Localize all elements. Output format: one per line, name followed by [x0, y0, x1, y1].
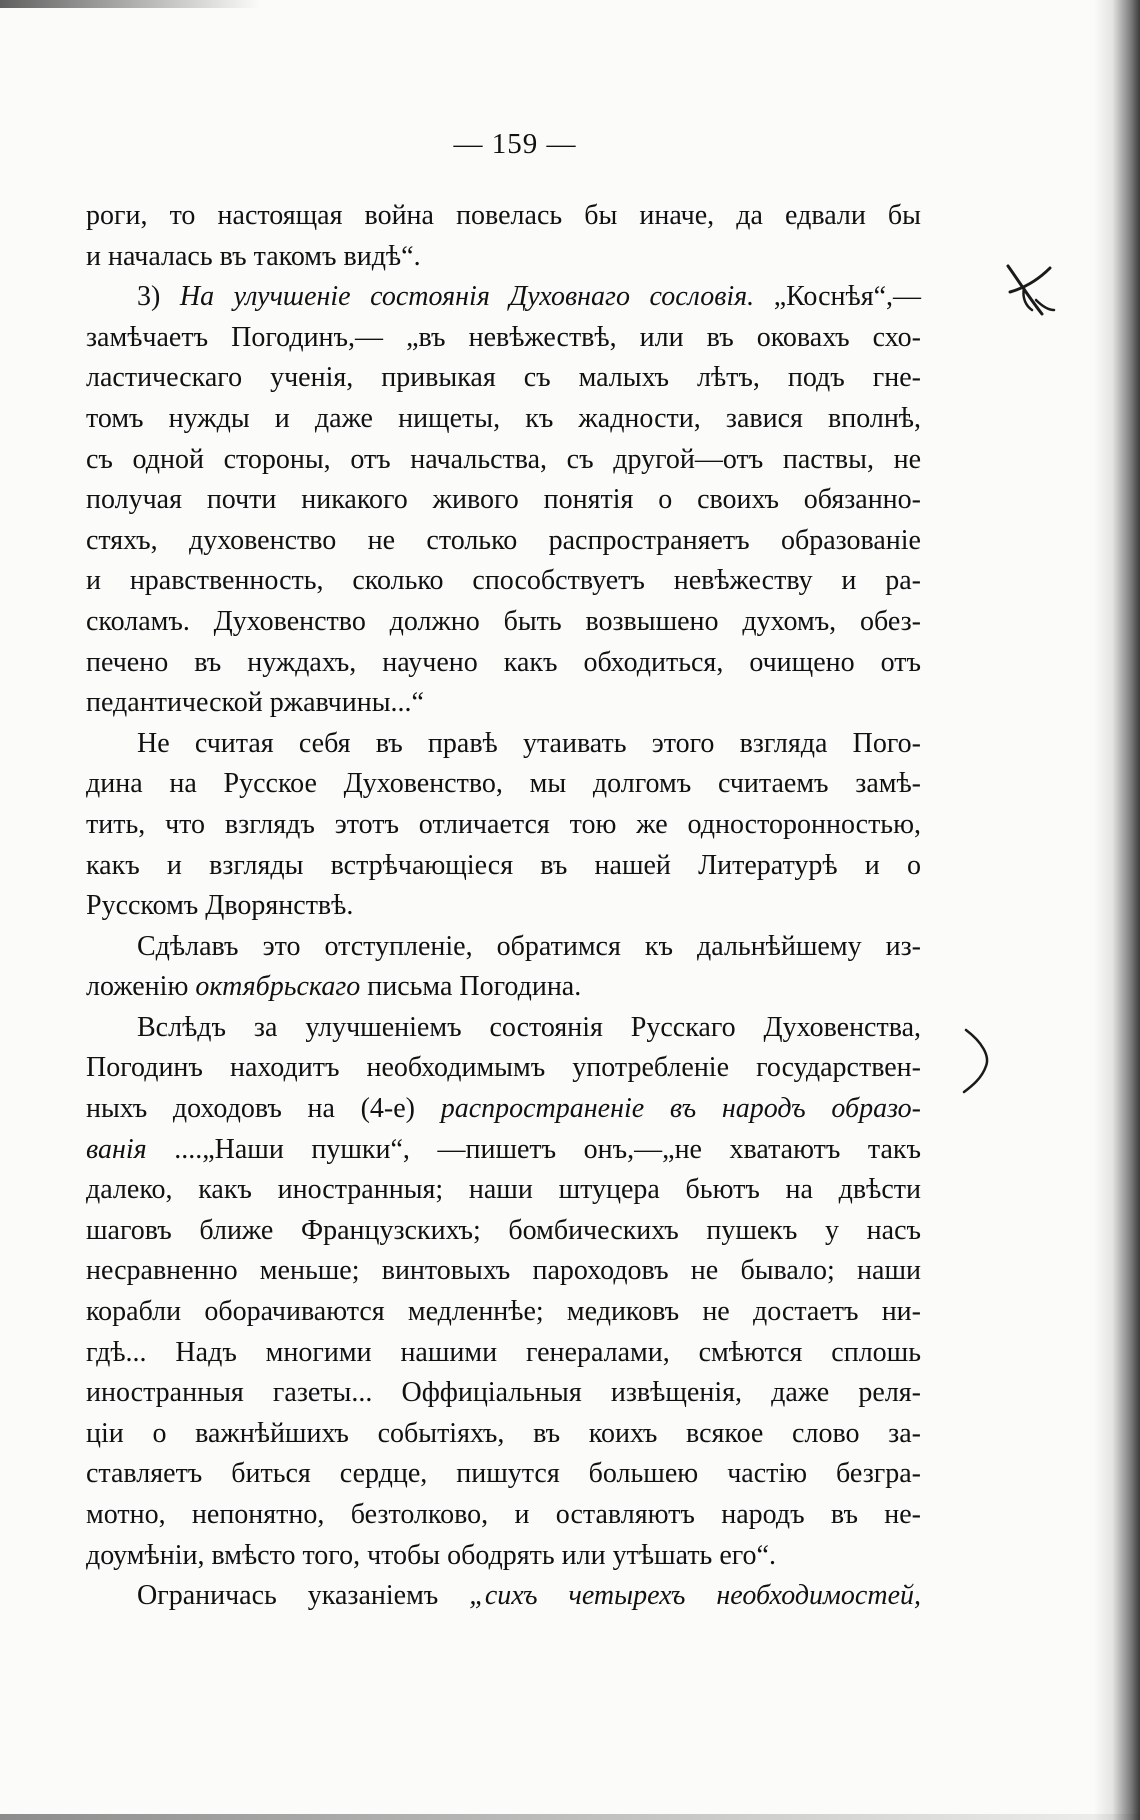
scan-shadow-right-edge [1094, 0, 1140, 1820]
text-span: ложенію [86, 971, 196, 1003]
text-line: тить, что взглядъ этотъ отличается тою же односторонностью, [86, 808, 921, 840]
scan-shadow-bottom [0, 1814, 1140, 1820]
text-line: шаговъ ближе Французскихъ; бомбическихъ пушекъ у насъ [86, 1214, 921, 1246]
text-span: ....„Наши пушки“, —пишетъ онъ,—„не хватаютъ такъ [146, 1133, 921, 1165]
text-span: 3) [137, 281, 180, 313]
text-line [86, 1130, 921, 1171]
text-span: ныхъ доходовъ на (4-е) [86, 1093, 441, 1125]
text-line: дина на Русское Духовенство, мы долгомъ считаемъ замѣ- [86, 768, 921, 800]
text-line: доумѣніи, вмѣсто того, чтобы ободрять или утѣшать его“. [86, 1539, 776, 1571]
text-line: томъ нужды и даже нищеты, къ жадности, завися вполнѣ, [86, 402, 921, 434]
text-line: какъ и взгляды встрѣчающіеся въ нашей Литературѣ и о [86, 849, 921, 881]
text-span: письма Погодина. [360, 971, 582, 1003]
text-line: получая почти никакого живого понятія о своихъ обязанно- [86, 484, 921, 516]
text-line: и нравственность, сколько способствуетъ невѣжеству и ра- [86, 565, 921, 597]
text-line: роги, то настоящая война повелась бы иначе, да едвали бы [86, 200, 921, 231]
handwritten-cross-mark-icon [1002, 262, 1058, 320]
text-line: мотно, непонятно, безтолково, и оставляютъ народъ въ не- [86, 1499, 921, 1530]
text-span: Сдѣлавъ это отступленіе, обратимся къ дальнѣйшему из- [137, 930, 921, 962]
text-line: Русскомъ Дворянствѣ. [86, 890, 354, 922]
text-line: ставляетъ биться сердце, пишутся большею частію безгра- [86, 1458, 921, 1490]
text-span: Ограничась указаніемъ [137, 1580, 470, 1612]
text-line [86, 967, 921, 1008]
text-line: ластическаго ученія, привыкая съ малыхъ лѣтъ, подъ гне- [86, 362, 921, 394]
page-number: — 159 — [453, 128, 577, 160]
italic-text-span: „сихъ четырехъ необходимостей, [469, 1580, 921, 1612]
text-line: и началась въ такомъ видѣ“. [86, 240, 421, 272]
text-line: Погодинъ находитъ необходимымъ употребленіе государствен- [86, 1052, 921, 1084]
handwritten-bracket-mark-icon [960, 1026, 1000, 1096]
text-line: далеко, какъ иностранныя; наши штуцера бьютъ на двѣсти [86, 1174, 921, 1206]
text-line: гдѣ... Надъ многими нашими генералами, смѣются сплошь [86, 1336, 921, 1368]
text-line: замѣчаетъ Погодинъ,— „въ невѣжествѣ, или въ оковахъ схо- [86, 321, 921, 353]
italic-text-span: распространеніе въ народъ образо- [440, 1093, 921, 1125]
text-line: Не считая себя въ правѣ утаивать этого взгляда Пого- [137, 727, 921, 759]
text-line [86, 1576, 921, 1617]
text-line: несравненно меньше; винтовыхъ пароходовъ не бывало; наши [86, 1255, 921, 1287]
text-line: съ одной стороны, отъ начальства, съ другой—отъ паствы, не [86, 443, 921, 475]
text-line: педантической ржавчины...“ [86, 687, 424, 719]
italic-text-span: ванія [86, 1133, 147, 1165]
text-line: корабли оборачиваются медленнѣе; медиковъ не достаетъ ни- [86, 1296, 921, 1328]
text-line [86, 277, 921, 318]
text-line [86, 1089, 921, 1130]
text-span: „Коснѣя“,— [754, 281, 922, 313]
text-line: сколамъ. Духовенство должно быть возвышено духомъ, обез- [86, 605, 921, 637]
text-line: Вслѣдъ за улучшеніемъ состоянія Русскаго Духовенства, [137, 1011, 921, 1043]
italic-text-span: На улучшеніе состоянія Духовнаго сословія. [179, 281, 755, 313]
text-line: ціи о важнѣйшихъ событіяхъ, въ коихъ всякое слово за- [86, 1417, 921, 1449]
text-line: стяхъ, духовенство не столько распространяетъ образованіе [86, 524, 921, 556]
text-line: печено въ нуждахъ, научено какъ обходиться, очищено отъ [86, 646, 921, 678]
scan-shadow-top [0, 0, 260, 8]
text-line: иностранныя газеты... Оффиціальныя извѣщенія, даже реля- [86, 1377, 921, 1409]
italic-text-span: октябрьскаго [195, 971, 361, 1003]
body-text [86, 196, 921, 1617]
text-line [86, 927, 921, 968]
